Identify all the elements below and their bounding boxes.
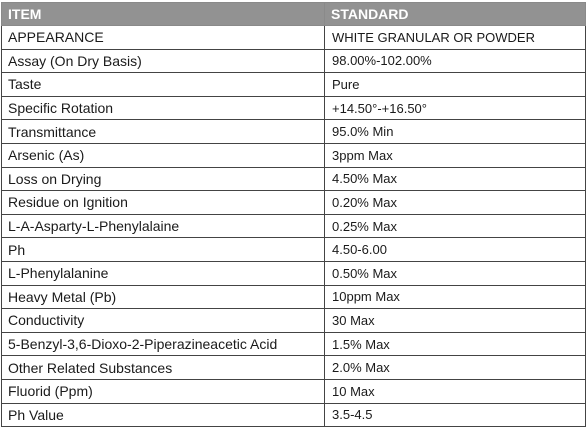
item-cell: APPEARANCE xyxy=(2,26,325,50)
standard-cell: 4.50-6.00 xyxy=(325,238,586,262)
item-cell: Ph xyxy=(2,238,325,262)
table-row xyxy=(2,379,586,403)
standard-cell: 1.5% Max xyxy=(325,332,586,356)
header-item: ITEM xyxy=(2,3,325,26)
standard-cell: 10 Max xyxy=(325,379,586,403)
item-cell: Other Related Substances xyxy=(2,356,325,380)
table-row xyxy=(2,49,586,73)
item-cell: L-Phenylalanine xyxy=(2,261,325,285)
header-standard: STANDARD xyxy=(325,3,586,26)
standard-cell: 98.00%-102.00% xyxy=(325,49,586,73)
table-row xyxy=(2,26,586,50)
standard-cell: +14.50°-+16.50° xyxy=(325,96,586,120)
standard-cell: 4.50% Max xyxy=(325,167,586,191)
item-cell: Transmittance xyxy=(2,120,325,144)
item-cell: Residue on Ignition xyxy=(2,191,325,215)
standard-cell: 30 Max xyxy=(325,309,586,333)
standard-cell: 3.5-4.5 xyxy=(325,403,586,427)
item-cell: Conductivity xyxy=(2,309,325,333)
standard-cell: 95.0% Min xyxy=(325,120,586,144)
standard-cell: 3ppm Max xyxy=(325,143,586,167)
standard-cell: 0.25% Max xyxy=(325,214,586,238)
standard-cell: 0.50% Max xyxy=(325,261,586,285)
item-cell: Heavy Metal (Pb) xyxy=(2,285,325,309)
item-cell: 5-Benzyl-3,6-Dioxo-2-Piperazineacetic Acid xyxy=(2,332,325,356)
table-row xyxy=(2,403,586,427)
table-row xyxy=(2,167,586,191)
table-row xyxy=(2,261,586,285)
table-row xyxy=(2,356,586,380)
item-cell: L-A-Asparty-L-Phenylalaine xyxy=(2,214,325,238)
specification-table xyxy=(1,2,586,427)
standard-cell: 0.20% Max xyxy=(325,191,586,215)
table-row xyxy=(2,285,586,309)
table-row xyxy=(2,238,586,262)
table-row xyxy=(2,309,586,333)
table-row xyxy=(2,96,586,120)
table-row xyxy=(2,73,586,97)
standard-cell: WHITE GRANULAR OR POWDER xyxy=(325,26,586,50)
item-cell: Ph Value xyxy=(2,403,325,427)
table-row xyxy=(2,120,586,144)
standard-cell: 2.0% Max xyxy=(325,356,586,380)
standard-cell: Pure xyxy=(325,73,586,97)
item-cell: Assay (On Dry Basis) xyxy=(2,49,325,73)
item-cell: Taste xyxy=(2,73,325,97)
item-cell: Fluorid (Ppm) xyxy=(2,379,325,403)
table-row xyxy=(2,214,586,238)
standard-cell: 10ppm Max xyxy=(325,285,586,309)
item-cell: Specific Rotation xyxy=(2,96,325,120)
item-cell: Arsenic (As) xyxy=(2,143,325,167)
table-header-row xyxy=(2,3,586,26)
table-row xyxy=(2,191,586,215)
table-row xyxy=(2,332,586,356)
table-row xyxy=(2,143,586,167)
item-cell: Loss on Drying xyxy=(2,167,325,191)
